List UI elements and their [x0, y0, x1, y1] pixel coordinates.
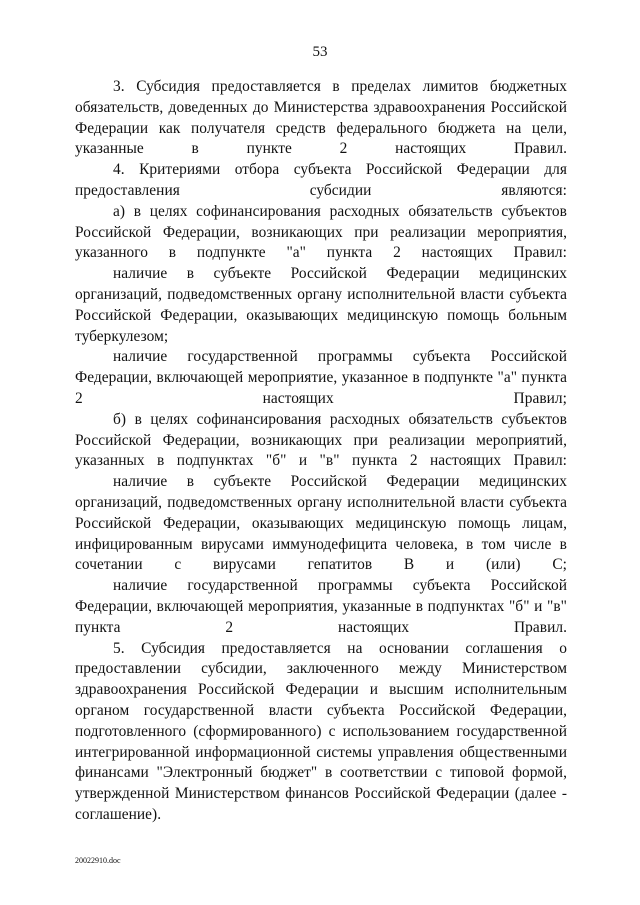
- paragraph-selection-criteria: 4. Критериями отбора субъекта Российской Федерации для предоставления субсидии являются:: [75, 161, 567, 199]
- paragraph-criteria-a: а) в целях софинансирования расходных обязательств субъектов Российской Федерации, возникающих при реализации мероприятия, указанного в подпункте "а" пункта 2 настоящих Правил:: [75, 202, 567, 262]
- paragraph-state-program-b: наличие государственной программы субъекта Российской Федерации, включающей мероприятия, указанные в подпунктах "б" и "в" пункта 2 настоящих Правил.: [75, 577, 567, 636]
- paragraph-state-program-a: наличие государственной программы субъекта Российской Федерации, включающей мероприятие, указанное в подпункте "а" пункта 2 настоящих Правил;: [75, 348, 567, 407]
- paragraph-agreement: 5. Субсидия предоставляется на основании соглашения о предоставлении субсидии, заключенного между Министерством здравоохранения Российской Федерации и высшим исполнительным органом государственной власти субъекта Российской Федерации, подготовленного (сформированного) с использованием государственной интегрированной информационной системы управления общественными финансами "Электронный бюджет" в соответствии с типовой формой, утвержденной Министерством финансов Российской Федерации (далее - соглашение).: [75, 639, 567, 823]
- paragraph-subsidy-limits: 3. Субсидия предоставляется в пределах лимитов бюджетных обязательств, доведенных до Министерства здравоохранения Российской Федерации как получателя средств федерального бюджета на цели, указанные в пункте 2 настоящих Правил.: [75, 78, 567, 158]
- document-body: [75, 77, 567, 826]
- footer-file-name: 20022910.doc: [75, 856, 121, 865]
- paragraph-hiv-organizations: наличие в субъекте Российской Федерации медицинских организаций, подведомственных органу исполнительной власти субъекта Российской Федерации, оказывающих медицинскую помощь лицам, инфицированным вирусами иммунодефицита человека, в том числе в сочетании с вирусами гепатитов В и (или) С;: [75, 473, 567, 574]
- paragraph-criteria-b: б) в целях софинансирования расходных обязательств субъектов Российской Федерации, возникающих при реализации мероприятий, указанных в подпунктах "б" и "в" пункта 2 настоящих Правил:: [75, 410, 567, 470]
- paragraph-tuberculosis-organizations: наличие в субъекте Российской Федерации медицинских организаций, подведомственных органу исполнительной власти субъекта Российской Федерации, оказывающих медицинскую помощь больным туберкулезом;: [75, 265, 567, 345]
- page-number: 53: [312, 44, 328, 60]
